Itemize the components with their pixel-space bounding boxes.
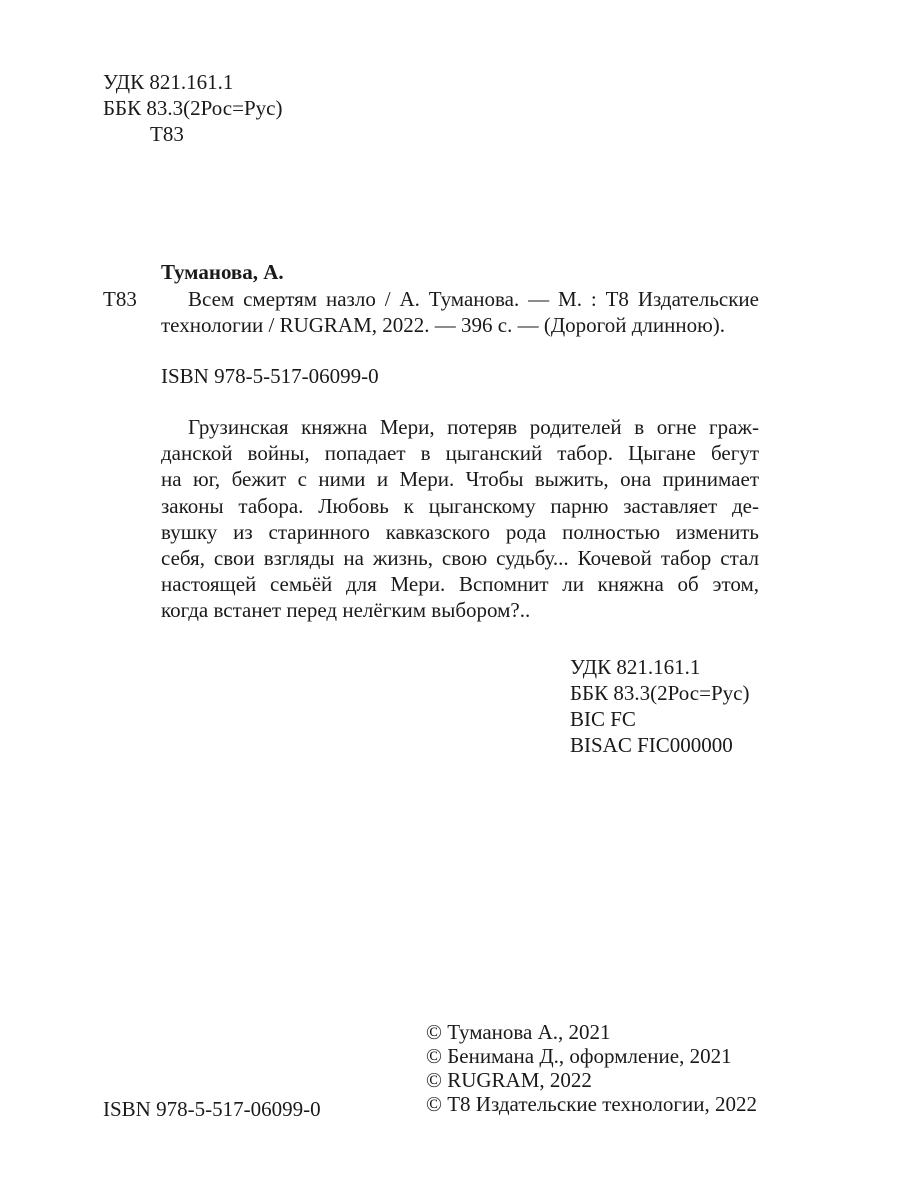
bisac-code: BISAC FIC000000 bbox=[570, 733, 733, 757]
bottom-isbn: ISBN 978-5-517-06099-0 bbox=[103, 1097, 321, 1121]
annotation-line: законы табора. Любовь к цыганскому парню заставляет де- bbox=[161, 493, 759, 518]
annotation-line: Грузинская княжна Мери, потеряв родителей в огне граж- bbox=[188, 415, 759, 439]
catalog-title-line: Всем смертям назло / А. Туманова. — М. : Т8 Издательские bbox=[188, 287, 759, 311]
copyright-notices bbox=[426, 1020, 757, 1116]
classification-codes bbox=[570, 654, 749, 758]
annotation-line: вушку из старинного кавказского рода полностью изменить bbox=[161, 519, 759, 544]
copyright-line: © Т8 Издательские технологии, 2022 bbox=[426, 1092, 757, 1116]
catalog-author: Туманова, А. bbox=[161, 260, 284, 284]
annotation-line: когда встанет перед нелёгким выбором?.. bbox=[161, 598, 531, 623]
catalog-isbn: ISBN 978-5-517-06099-0 bbox=[161, 364, 379, 388]
annotation-paragraph bbox=[161, 414, 759, 624]
top-classification-codes bbox=[103, 69, 282, 147]
annotation-line: настоящей семьёй для Мери. Вспомнит ли княжна об этом, bbox=[161, 572, 759, 597]
udk-code: УДК 821.161.1 bbox=[570, 655, 701, 679]
annotation-line: себя, свои взгляды на жизнь, свою судьбу... Кочевой табор стал bbox=[161, 545, 759, 570]
copyright-line: © Туманова А., 2021 bbox=[426, 1020, 611, 1044]
annotation-line: на юг, бежит с ними и Мери. Чтобы выжить, она принимает bbox=[161, 467, 759, 492]
bic-code: BIC FC bbox=[570, 707, 636, 731]
udk-code: УДК 821.161.1 bbox=[103, 70, 234, 94]
copyright-line: © RUGRAM, 2022 bbox=[426, 1068, 592, 1092]
author-mark: Т83 bbox=[150, 122, 184, 146]
bbk-code: ББК 83.3(2Рос=Рус) bbox=[103, 96, 283, 120]
catalog-title-block bbox=[161, 286, 759, 338]
annotation-line: данской войны, попадает в цыганский табор. Цыгане бегут bbox=[161, 441, 759, 466]
copyright-line: © Бенимана Д., оформление, 2021 bbox=[426, 1044, 732, 1068]
catalog-title-line: технологии / RUGRAM, 2022. — 396 с. — (Дорогой длинною). bbox=[161, 313, 726, 337]
bbk-code: ББК 83.3(2Рос=Рус) bbox=[570, 681, 750, 705]
catalog-author-mark: Т83 bbox=[103, 287, 137, 311]
